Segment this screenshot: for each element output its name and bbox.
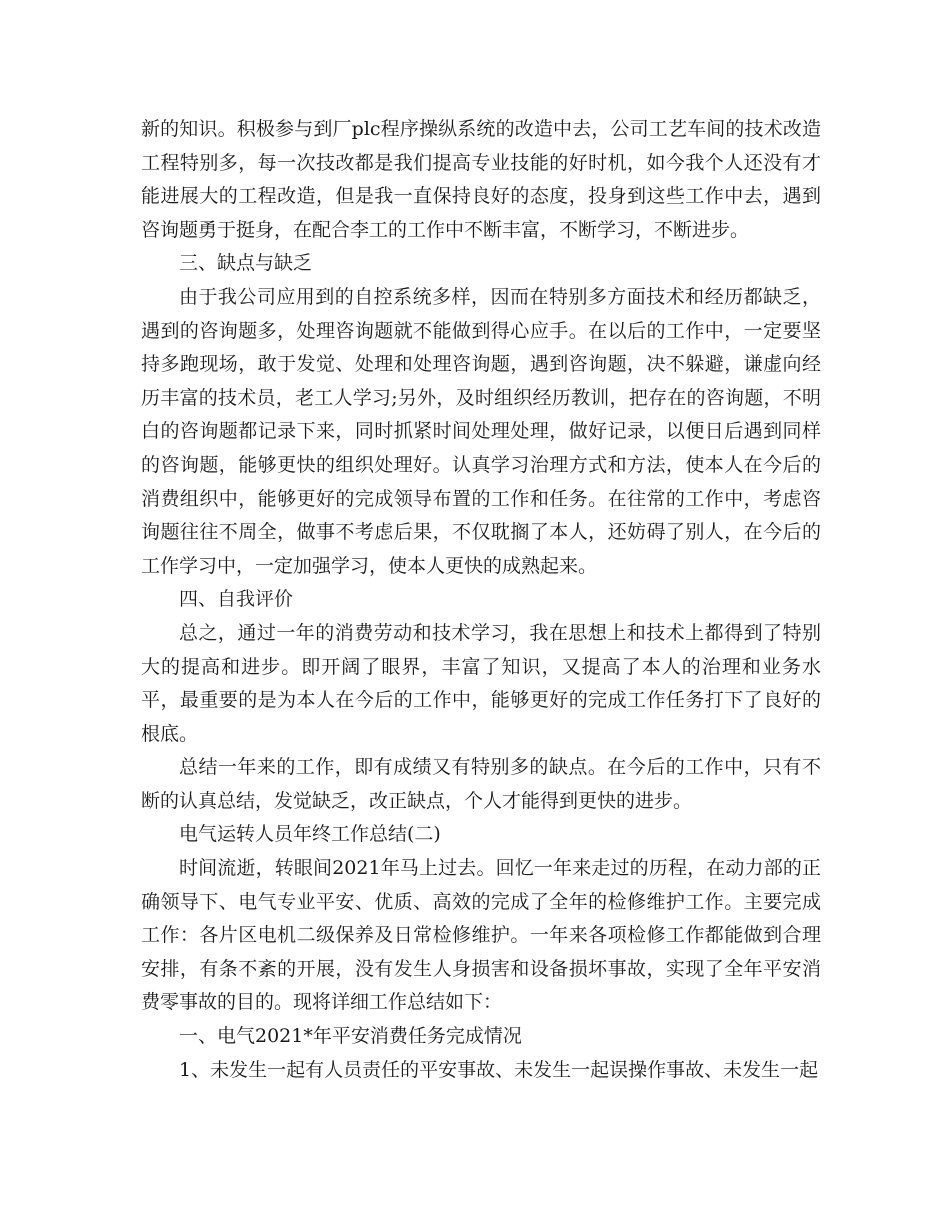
section-heading-self-evaluation: 四、自我评价 bbox=[179, 588, 294, 611]
paragraph-summary: 总结一年来的工作，即有成绩又有特别多的缺点。在今后的工作中，只有不断的认真总结，发觉缺乏，改正缺点，个人才能得到更快的进步。 bbox=[141, 756, 821, 812]
paragraph-shortcomings: 由于我公司应用到的自控系统多样，因而在特别多方面技术和经历都缺乏，遇到的咨询题多，处理咨询题就不能做到得心应手。在以后的工作中，一定要坚持多跑现场，敢于发觉、处理和处理咨询题，遇到咨询题，决不躲避，谦虚向经历丰富的技术员，老工人学习;另外，及时组织经历教训，把存在的咨询题，不明白的咨询题都记录下来，同时抓紧时间处理处理，做好记录，以便日后遇到同样的咨询题，能够更快的组织处理好。认真学习治理方式和方法，使本人在今后的消费组织中，能够更好的完成领导布置的工作和任务。在往常的工作中，考虑咨询题往往不周全，做事不考虑后果，不仅耽搁了本人，还妨碍了别人，在今后的工作学习中，一定加强学习，使本人更快的成熟起来。 bbox=[141, 285, 821, 577]
document-subtitle: 电气运转人员年终工作总结(二) bbox=[179, 823, 441, 846]
section-heading-safety-tasks: 一、电气2021*年平安消费任务完成情况 bbox=[179, 1025, 522, 1048]
section-heading-shortcomings: 三、缺点与缺乏 bbox=[179, 252, 313, 275]
paragraph-intro-part-two: 时间流逝，转眼间2021年马上过去。回忆一年来走过的历程，在动力部的正确领导下、电气专业平安、优质、高效的完成了全年的检修维护工作。主要完成工作：各片区电机二级保养及日常检修维护。一年来各项检修工作都能做到合理安排，有条不紊的开展，没有发生人身损害和设备损坏事故，实现了全年平安消费零事故的目的。现将详细工作总结如下： bbox=[141, 857, 821, 1014]
paragraph-self-evaluation: 总之，通过一年的消费劳动和技术学习，我在思想上和技术上都得到了特别大的提高和进步。即开阔了眼界，丰富了知识，又提高了本人的治理和业务水平，最重要的是为本人在今后的工作中，能够更好的完成工作任务打下了良好的根底。 bbox=[141, 621, 821, 745]
paragraph-continuation: 新的知识。积极参与到厂plc程序操纵系统的改造中去，公司工艺车间的技术改造工程特别多，每一次技改都是我们提高专业技能的好时机，如今我个人还没有才能进展大的工程改造，但是我一直保持良好的态度，投身到这些工作中去，遇到咨询题勇于挺身，在配合李工的工作中不断丰富，不断学习，不断进步。 bbox=[141, 118, 821, 241]
list-item-first: 1、未发生一起有人员责任的平安事故、未发生一起误操作事故、未发生一起 bbox=[179, 1058, 819, 1081]
document-body bbox=[141, 113, 821, 1087]
